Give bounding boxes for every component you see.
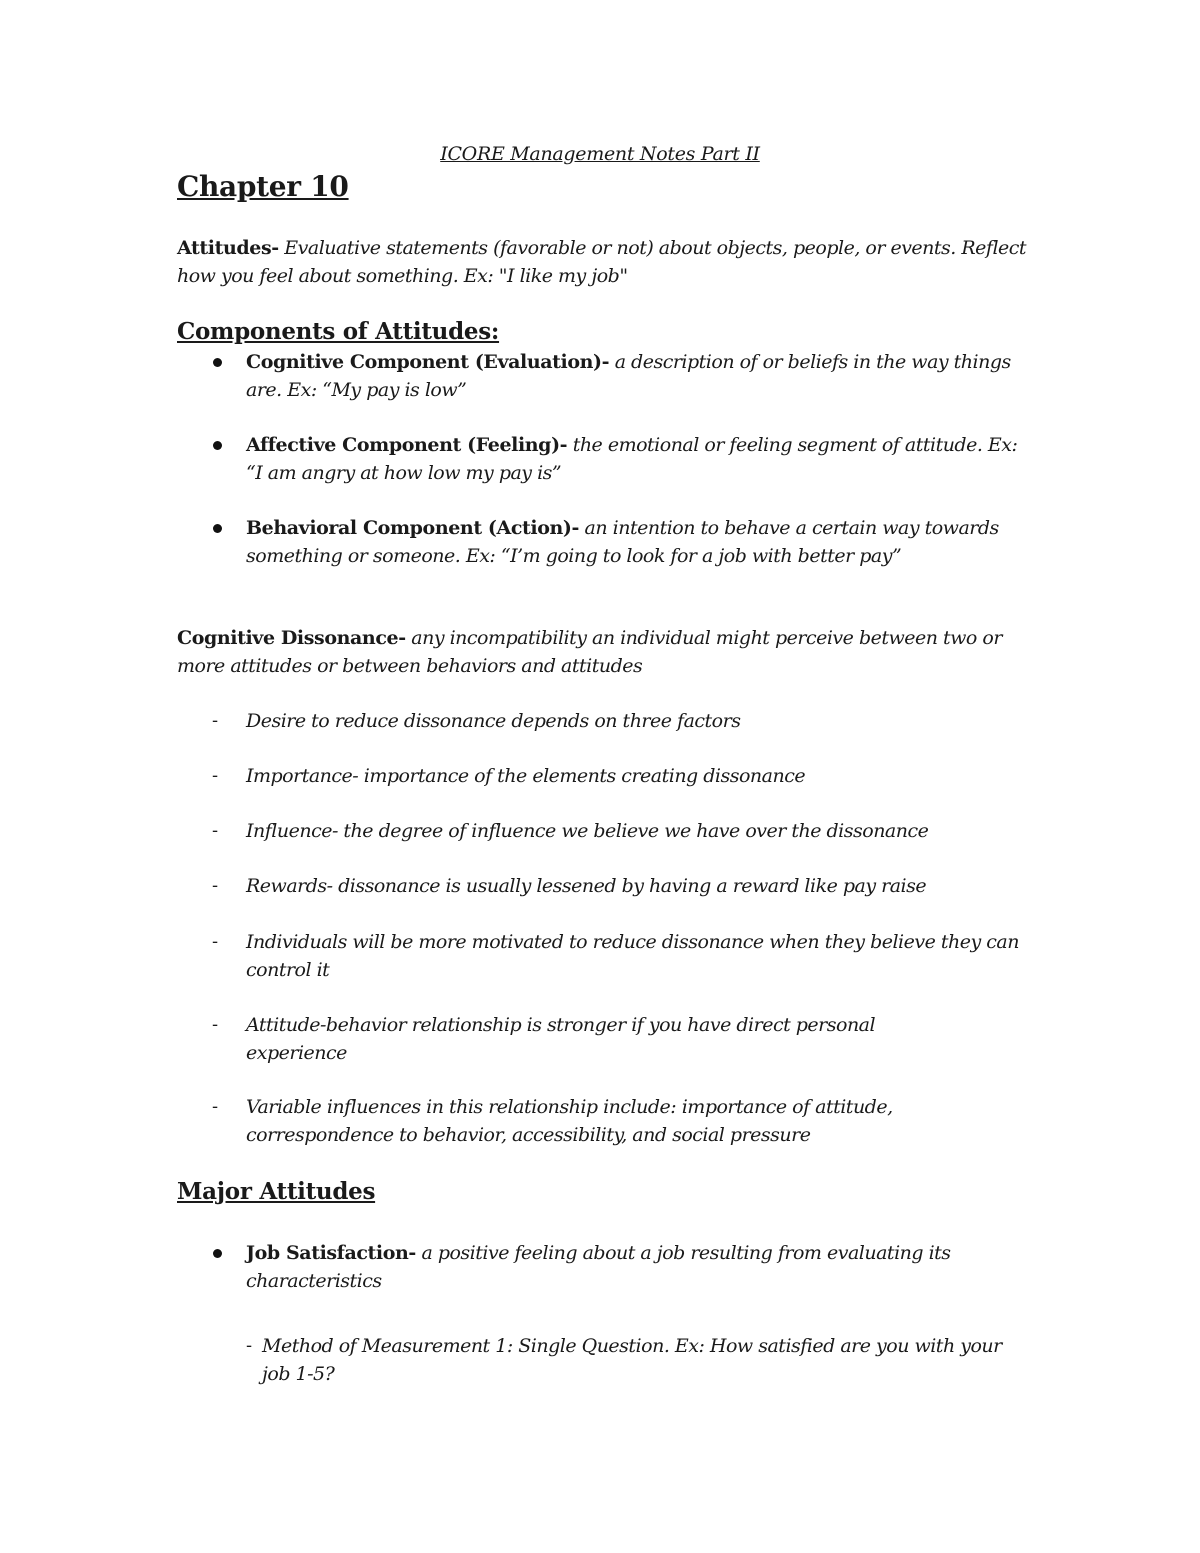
behavioral-definition: an intention to behave a certain way towards something or someone. Ex: “I’m going to look for a job with better pay” (246, 517, 999, 567)
bullet-icon (213, 441, 222, 450)
affective-term: Affective Component (Feeling)- (246, 434, 568, 456)
dissonance-item: Influence- the degree of influence we believe we have over the dissonance (246, 820, 929, 842)
dash-marker: - (212, 1096, 219, 1117)
components-heading: Components of Attitudes: (177, 318, 500, 345)
attitudes-term: Attitudes- (177, 237, 279, 259)
attitudes-definition (177, 234, 1037, 290)
document-title: ICORE Management Notes Part II (440, 143, 760, 165)
dash-marker: - (246, 1335, 253, 1356)
bullet-icon (213, 524, 222, 533)
dissonance-item: Variable influences in this relationship include: importance of attitude, correspondence to behavior, accessibility, and social pressure (246, 1096, 893, 1146)
bullet-icon (213, 1249, 222, 1258)
dissonance-item: Desire to reduce dissonance depends on three factors (246, 710, 741, 732)
dissonance-text: any incompatibility an individual might perceive between two or more attitudes or between behaviors and attitudes (177, 627, 1002, 677)
behavioral-term: Behavioral Component (Action)- (246, 517, 579, 539)
attitudes-text: Evaluative statements (favorable or not) about objects, people, or events. Reflect how you feel about something. Ex: "I like my job" (177, 237, 1027, 287)
cognitive-term: Cognitive Component (Evaluation)- (246, 351, 610, 373)
dash-marker: - (212, 710, 219, 731)
measurement-item: Method of Measurement 1: Single Question. Ex: How satisfied are you with your job 1-5? (262, 1335, 1002, 1385)
cognitive-definition: a description of or beliefs in the way things are. Ex: “My pay is low” (246, 351, 1011, 401)
dissonance-definition (177, 624, 1037, 680)
dash-marker: - (212, 1014, 219, 1035)
dissonance-term: Cognitive Dissonance- (177, 627, 406, 649)
dash-marker: - (212, 820, 219, 841)
dissonance-item: Individuals will be more motivated to reduce dissonance when they believe they can control it (246, 931, 1019, 981)
major-attitudes-heading: Major Attitudes (177, 1178, 376, 1205)
dissonance-item: Attitude-behavior relationship is stronger if you have direct personal experience (246, 1014, 876, 1064)
chapter-heading: Chapter 10 (177, 170, 349, 203)
dissonance-item: Importance- importance of the elements creating dissonance (246, 765, 806, 787)
list-item-affective (246, 431, 1036, 487)
bullet-icon (213, 358, 222, 367)
list-item-behavioral (246, 514, 1036, 570)
dash-marker: - (212, 765, 219, 786)
dash-marker: - (212, 931, 219, 952)
affective-definition: the emotional or feeling segment of attitude. Ex: “I am angry at how low my pay is” (246, 434, 1018, 484)
dash-marker: - (212, 875, 219, 896)
dissonance-item: Rewards- dissonance is usually lessened by having a reward like pay raise (246, 875, 927, 897)
job-satisfaction-definition: a positive feeling about a job resulting from evaluating its characteristics (246, 1242, 951, 1292)
job-satisfaction-term: Job Satisfaction- (246, 1242, 416, 1264)
list-item-job-satisfaction (246, 1239, 1016, 1295)
list-item-cognitive (246, 348, 1036, 404)
